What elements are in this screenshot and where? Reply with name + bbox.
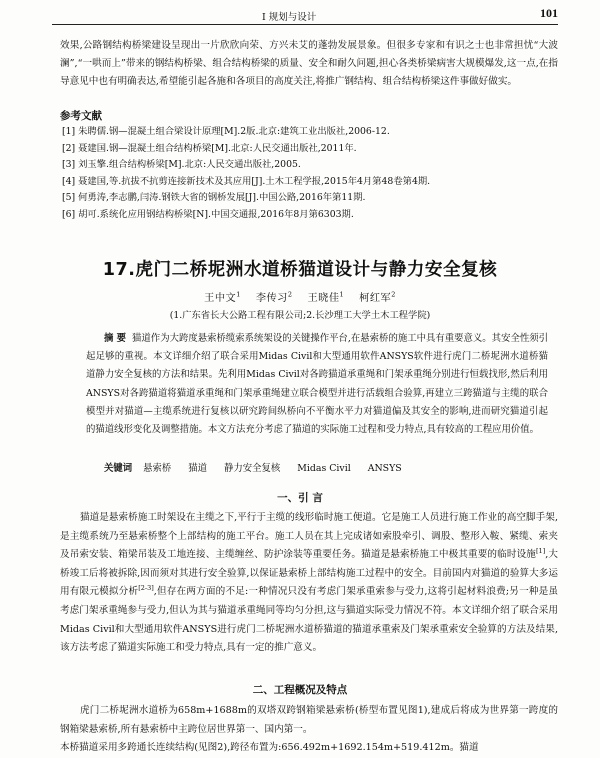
keywords — [104, 460, 416, 474]
intro-paragraph: 效果,公路钢结构桥梁建设呈现出一片欣欣向荣、方兴未艾的蓬勃发展景象。但很多专家和有识之士也非常担忧“大波澜”,“一哄而上”带来的钢结构桥梁、组合结构桥梁的质量、安全和耐久问题,担心各类桥梁病害大规模爆发,这一点,在指导意见中也有明确表达,希望能引起各施和各项目的高度关注,将推广钢结构、组合结构桥梁这件事做好做实。 — [60, 40, 558, 88]
page-number: 101 — [540, 6, 558, 20]
reference-item: [1] 朱聘儒.钢—混凝土组合梁设计原理[M].2版.北京:建筑工业出版社,2006-12. — [62, 126, 390, 137]
author: 李传习$^2$ — [255, 290, 293, 304]
keyword: Midas Civil — [297, 463, 351, 474]
author: 王晓佳$^1$ — [307, 290, 345, 304]
reference-item: [4] 聂建国,等.抗拔不抗剪连接新技术及其应用[J].土木工程学报,2015年4月第48卷第4期. — [62, 175, 431, 187]
affiliations: (1.广东省长大公路工程有限公司;2.长沙理工大学土木工程学院) — [169, 310, 431, 321]
section-heading-introduction: 一、引 言 — [277, 492, 323, 504]
reference-item: [3] 刘玉擎.组合结构桥梁[M].北京:人民交通出版社,2005. — [62, 159, 301, 171]
author: 柯红军$^2$ — [359, 290, 396, 304]
references-list — [62, 124, 558, 224]
reference-item: [5] 何勇涛,李志鹏,闫涛.钢铁大省的钢桥发展[J].中国公路,2016年第11期. — [62, 192, 366, 204]
citation: [2-3] — [138, 584, 154, 593]
keyword: ANSYS — [367, 463, 402, 474]
author: 王中文$^1$ — [204, 290, 241, 304]
abstract-text: 猫道作为大跨度悬索桥缆索系统架设的关键操作平台,在悬索桥的施工中具有重要意义。其安全性须引起足够的重视。本文详细介绍了联合采用Midas Civil和大型通用软件ANSYS软件进行虎门二桥坭洲水道桥猫道静力安全复核的方法和结果。先利用Midas Civil对各跨猫道承重绳和门架承重绳分别进行恒载找形,然后利用ANSYS对各跨猫道将猫道承重绳和门架承重绳建立联合模型并进行活载组合验算,再建立三跨猫道与主缆的联合模型并对猫道—主缆系统进行复核以研究跨间纵桥向不平衡水平力对猫道偏及其安全的影响,进而研究猫道引起的猫道线形变化及调整措施。本文方法充分考虑了猫道的实际施工过程和受力特点,具有较高的工程应用价值。 — [86, 333, 548, 436]
overview-paragraph: 虎门二桥坭洲水道桥为658m+1688m的双塔双跨钢箱梁悬索桥(桥型布置见图1),建成后将成为世界第一跨度的钢箱梁悬索桥,所有悬索桥中主跨位居世界第一、国内第一。 本桥猫道采用多跨通长连续结构(见图2),跨径布置为:656.492m+1692.154m+519.412m。猫道 — [60, 705, 558, 754]
reference-item: [6] 胡可.系统化应用钢结构桥梁[N].中国交通报,2016年8月第6303期. — [62, 208, 354, 220]
abstract — [86, 330, 548, 439]
keyword: 静力安全复核 — [224, 463, 281, 474]
introduction-paragraph: 猫道是悬索桥施工时架设在主缆之下,平行于主缆的线形临时施工便道。它是施工人员进行施工作业的高空脚手架,是主缆系统乃至悬索桥整个上部结构的施工平台。施工人员在其上完成诸如索股牵引、调股、整形入鞍、紧缆、索夹及吊索安装、箱梁吊装及工地连接、主缆缠丝、防护涂装等重要任务。猫道是悬索桥施工中极其重要的临时设施[1],大桥竣工后将被拆除,因而须对其进行安全验算,以保证悬索桥上部结构施工过程中的安全。目前国内对猫道的验算大多运用有限元模拟分析[2-3],但存在两方面的不足:一种情况只没有考虑门架承重索参与受力,这将引起材料浪费;另一种是虽考虑门架承重绳参与受力,但认为其与猫道承重绳同等均匀分担,这与猫道实际受力情况不符。本文详细介绍了联合采用Midas Civil和大型通用软件ANSYS进行虎门二桥坭洲水道桥猫道的猫道承重索及门架承重索安全验算的方法及结果,该方法考虑了猫道实际施工和受力特点,具有一定的推广意义。 — [60, 512, 559, 654]
citation: [1] — [536, 547, 546, 555]
references-heading: 参考文献 — [60, 110, 102, 122]
header-section: Ⅰ 规划与设计 — [262, 12, 317, 23]
keywords-label: 关键词 — [104, 463, 133, 474]
running-header — [52, 8, 558, 25]
author-list — [0, 289, 600, 304]
section-heading-project-overview: 二、工程概况及特点 — [252, 684, 348, 696]
abstract-label: 摘 要 — [104, 333, 127, 344]
keyword: 悬索桥 — [143, 463, 172, 474]
article-title: 17.虎门二桥坭洲水道桥猫道设计与静力安全复核 — [102, 260, 498, 280]
reference-item: [2] 聂建国.钢—混凝土组合结构桥梁[M].北京:人民交通出版社,2011年. — [62, 142, 357, 154]
keyword: 猫道 — [188, 463, 208, 474]
